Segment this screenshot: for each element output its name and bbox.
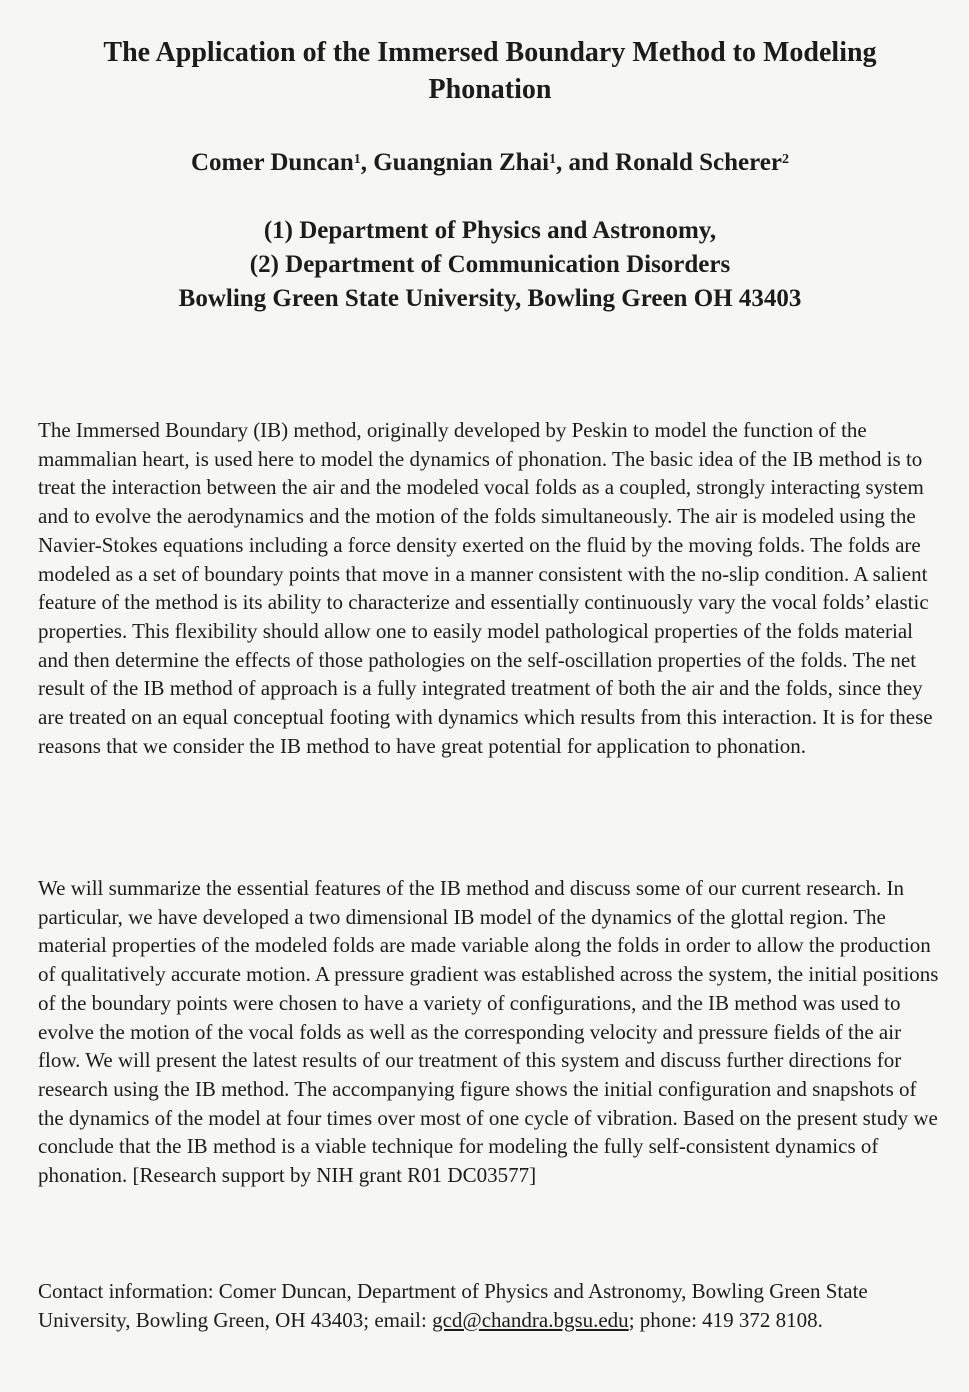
author-name: Guangnian Zhai (373, 149, 550, 176)
affiliation-mark: 1 (549, 152, 557, 167)
affiliation-mark: 2 (781, 152, 789, 167)
contact-information (38, 1277, 943, 1334)
affiliation-mark: 1 (353, 152, 361, 167)
author-list (60, 147, 920, 179)
abstract-paragraph-1: The Immersed Boundary (IB) method, originally developed by Peskin to model the function of the mammalian heart, is used here to model the dynamics of phonation. The basic idea of the IB method is to treat the interaction between the air and the modeled vocal folds as a coupled, strongly interacting system and to evolve the aerodynamics and the motion of the folds simultaneously. The air is modeled using the Navier-Stokes equations including a force density exerted on the fluid by the moving folds. The folds are modeled as a set of boundary points that move in a manner consistent with the no-slip condition. A salient feature of the method is its ability to characterize and essentially continuously vary the vocal folds’ elastic properties. This flexibility should allow one to easily model pathological properties of the folds material and then determine the effects of those pathologies on the self-oscillation properties of the folds. The net result of the IB method of approach is a fully integrated treatment of both the air and the folds, since they are treated on an equal conceptual footing with dynamics which results from this interaction. It is for these reasons that we consider the IB method to have great potential for application to phonation. (38, 418, 933, 758)
affiliations-block (60, 214, 920, 316)
affiliation-line: (2) Department of Communication Disorders (249, 251, 731, 278)
affiliation-line: Bowling Green State University, Bowling Green OH 43403 (178, 285, 802, 312)
email-link[interactable]: gcd@chandra.bgsu.edu (432, 1307, 629, 1332)
author-separator: , and (556, 149, 616, 176)
author-separator: , (360, 149, 374, 176)
abstract-paragraph-2: We will summarize the essential features of the IB method and discuss some of our current research. In particular, we have developed a two dimensional IB model of the dynamics of the glottal region. The material properties of the modeled folds are made variable along the folds in order to allow the production of qualitatively accurate motion. A pressure gradient was established across the system, the initial positions of the boundary points were chosen to have a variety of configurations, and the IB method was used to evolve the motion of the vocal folds as well as the corresponding velocity and pressure fields of the air flow. We will present the latest results of our treatment of this system and discuss further directions for research using the IB method. The accompanying figure shows the initial configuration and snapshots of the dynamics of the model at four times over most of one cycle of vibration. Based on the present study we conclude that the IB method is a viable technique for modeling the fully self-consistent dynamics of phonation. [Research support by NIH grant R01 DC03577] (38, 876, 939, 1188)
affiliation-line: (1) Department of Physics and Astronomy, (263, 217, 717, 244)
author-name: Ronald Scherer (615, 149, 782, 176)
contact-prefix: Contact information: Comer Duncan, Department of Physics and Astronomy, Bowling Green State University, Bowling Green, OH 43403; email: (38, 1279, 868, 1332)
contact-suffix: ; phone: 419 372 8108. (628, 1307, 823, 1332)
paper-title: The Application of the Immersed Boundary Method to Modeling Phonation (103, 37, 877, 105)
author-name: Comer Duncan (191, 149, 354, 176)
